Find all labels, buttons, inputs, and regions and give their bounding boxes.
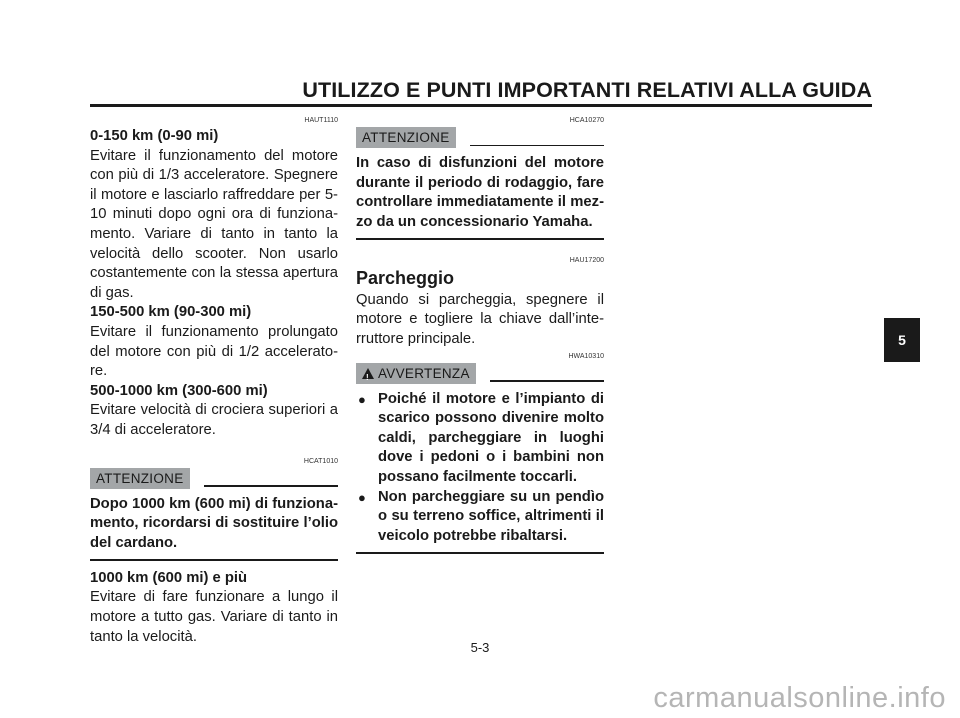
notice-header xyxy=(90,468,338,489)
warning-label: AVVERTENZA xyxy=(378,365,470,381)
section-title-1000: 1000 km (600 mi) e più xyxy=(90,569,248,586)
warning-code: HWA10310 xyxy=(568,352,604,360)
notice-end-rule xyxy=(356,238,604,240)
page-header-title: UTILIZZO E PUNTI IMPORTANTI RELATIVI ALLA GUIDA xyxy=(302,78,872,102)
chapter-tab: 5 xyxy=(884,318,920,362)
notice-text: In caso di disfunzioni del motore durante il periodo di rodaggio, fare controllare immediatamente il mez-zo da un concessionario Yamaha. xyxy=(356,155,604,230)
section-text-1000: Evitare di fare funzionare a lungo il motore a tutto gas. Variare di tanto in tanto la velocità. xyxy=(90,589,338,645)
notice-rule xyxy=(470,145,604,147)
parking-title: Parcheggio xyxy=(356,267,455,288)
section-text-500-1000: Evitare velocità di crociera superiori a 3/4 di acceleratore. xyxy=(90,402,338,438)
bullet-icon: ● xyxy=(358,391,366,407)
warning-rule xyxy=(490,380,604,382)
warning-label-box xyxy=(356,363,476,384)
section-code: HAUT1110 xyxy=(304,117,338,124)
notice-label: ATTENZIONE xyxy=(90,468,190,489)
section-text-0-150: Evitare il funzionamento del motore con più di 1/3 acceleratore. Spegnere il motore e lasciarlo raffreddare per 5-10 minuti dopo ogni ora di funziona-mento. Variare di tanto in tanto la velocità dello scooter. Non usarlo costantemente con la stessa apertura di gas. xyxy=(90,147,338,301)
notice-code: HCAT1010 xyxy=(303,457,338,465)
section-title-0-150: 0-150 km (0-90 mi) xyxy=(90,128,219,144)
warning-end-rule xyxy=(356,552,604,554)
right-column xyxy=(356,116,604,554)
section-title-500-1000: 500-1000 km (300-600 mi) xyxy=(90,382,268,399)
watermark: carmanualsonline.info xyxy=(653,682,946,714)
notice-label: ATTENZIONE xyxy=(356,127,456,148)
parking-text: Quando si parcheggia, spegnere il motore e togliere la chiave dall’inte-rruttore principale. xyxy=(356,291,604,348)
list-item: ● Poiché il motore e l’impianto di scarico possono divenire molto caldi, parcheggiare in luoghi dove i pedoni o i bambini non possano facilmente toccarli. xyxy=(358,390,604,486)
header-rule xyxy=(90,104,872,107)
notice-end-rule xyxy=(90,559,338,561)
section-text-150-500: Evitare il funzionamento prolungato del motore con più di 1/2 accelerato-re. xyxy=(90,323,338,380)
warning-list xyxy=(356,390,604,547)
left-column xyxy=(90,116,338,647)
warning-header xyxy=(356,363,604,384)
warning-triangle-icon xyxy=(362,368,374,379)
notice-header xyxy=(356,127,604,148)
notice-text: Dopo 1000 km (600 mi) di funziona-mento, ricordarsi di sostituire l’olio del cardano. xyxy=(90,495,338,551)
section-title-150-500: 150-500 km (90-300 mi) xyxy=(90,304,252,321)
list-item: ● Non parcheggiare su un pendìo o su terreno soffice, altrimenti il veicolo potrebbe ribaltarsi. xyxy=(358,488,604,544)
bullet-icon: ● xyxy=(358,489,366,505)
page-number: 5-3 xyxy=(470,640,490,655)
notice-rule xyxy=(204,485,338,487)
section-code: HAU17200 xyxy=(569,256,604,264)
notice-code: HCA10270 xyxy=(569,117,604,124)
